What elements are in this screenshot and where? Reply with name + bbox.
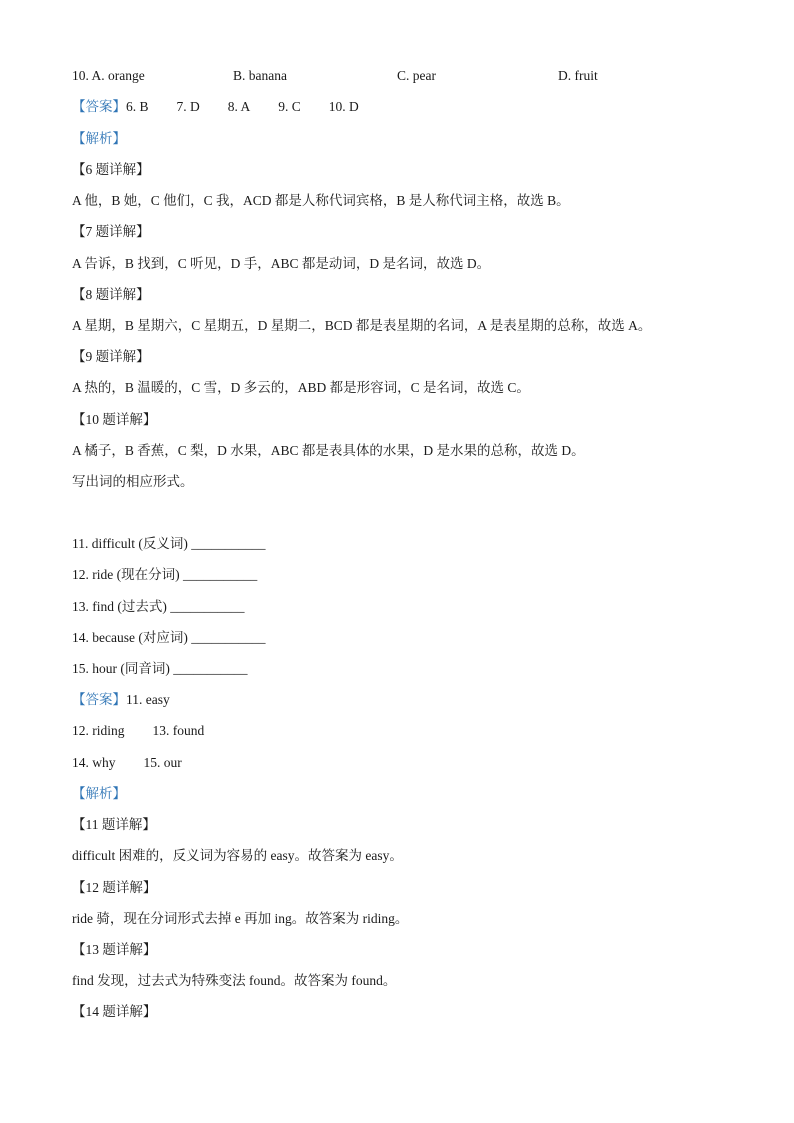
- question-11: 11. difficult (反义词) ___________: [72, 536, 266, 551]
- answer-item: 13. found: [152, 723, 205, 738]
- detail-heading-13: 【13 题详解】: [72, 942, 157, 957]
- answer-item: 14. why: [72, 755, 116, 770]
- answer-item: 8. A: [227, 99, 251, 114]
- question-15: 15. hour (同音词) ___________: [72, 661, 248, 676]
- detail-heading-11: 【11 题详解】: [72, 817, 156, 832]
- question-12: 12. ride (现在分词) ___________: [72, 567, 258, 582]
- answer-item: 12. riding: [72, 723, 125, 738]
- answer-line-4: [72, 754, 182, 772]
- analysis-label-2: 【解析】: [72, 786, 126, 801]
- detail-text-11: difficult 困难的，反义词为容易的 easy。故答案为 easy。: [72, 848, 403, 863]
- answer-item: 7. D: [176, 99, 200, 114]
- detail-text-12: ride 骑，现在分词形式去掉 e 再加 ing。故答案为 riding。: [72, 911, 409, 926]
- section-instruction: 写出词的相应形式。: [72, 474, 194, 489]
- detail-text-10: A 橘子，B 香蕉，C 梨，D 水果，ABC 都是表具体的水果，D 是水果的总称，故选 D。: [72, 443, 585, 458]
- detail-heading-14: 【14 题详解】: [72, 1004, 157, 1019]
- q10-option-d: D. fruit: [558, 68, 598, 83]
- answer-item: 15. our: [143, 755, 182, 770]
- answer-label: 【答案】: [72, 692, 126, 707]
- q10-option-b: B. banana: [233, 68, 287, 83]
- q10-option-c: C. pear: [397, 68, 436, 83]
- answer-line-1: [72, 98, 359, 116]
- answer-item: 11. easy: [126, 692, 170, 707]
- detail-heading-6: 【6 题详解】: [72, 162, 150, 177]
- answer-item: 9. C: [278, 99, 301, 114]
- detail-text-6: A 他，B 她，C 他们，C 我，ACD 都是人称代词宾格，B 是人称代词主格，故选 B。: [72, 193, 570, 208]
- detail-text-7: A 告诉，B 找到，C 听见，D 手，ABC 都是动词，D 是名词，故选 D。: [72, 256, 491, 271]
- answer-line-2: [72, 691, 170, 709]
- detail-heading-7: 【7 题详解】: [72, 224, 150, 239]
- q10-options-line: [72, 67, 722, 85]
- detail-text-9: A 热的，B 温暖的，C 雪，D 多云的，ABD 都是形容词，C 是名词，故选 C。: [72, 380, 530, 395]
- detail-heading-9: 【9 题详解】: [72, 349, 150, 364]
- detail-heading-8: 【8 题详解】: [72, 287, 150, 302]
- answer-line-3: [72, 722, 204, 740]
- analysis-label: 【解析】: [72, 131, 126, 146]
- question-13: 13. find (过去式) ___________: [72, 599, 245, 614]
- detail-heading-10: 【10 题详解】: [72, 412, 157, 427]
- q10-option-a: [72, 67, 145, 85]
- q10-option-a-text: A. orange: [91, 68, 145, 83]
- detail-heading-12: 【12 题详解】: [72, 880, 157, 895]
- answer-item: 6. B: [126, 99, 149, 114]
- q10-number: 10.: [72, 68, 89, 83]
- detail-text-8: A 星期，B 星期六，C 星期五，D 星期二，BCD 都是表星期的名词，A 是表星期的总称，故选 A。: [72, 318, 652, 333]
- question-14: 14. because (对应词) ___________: [72, 630, 266, 645]
- answer-label: 【答案】: [72, 99, 126, 114]
- detail-text-13: find 发现，过去式为特殊变法 found。故答案为 found。: [72, 973, 397, 988]
- answer-item: 10. D: [328, 99, 359, 114]
